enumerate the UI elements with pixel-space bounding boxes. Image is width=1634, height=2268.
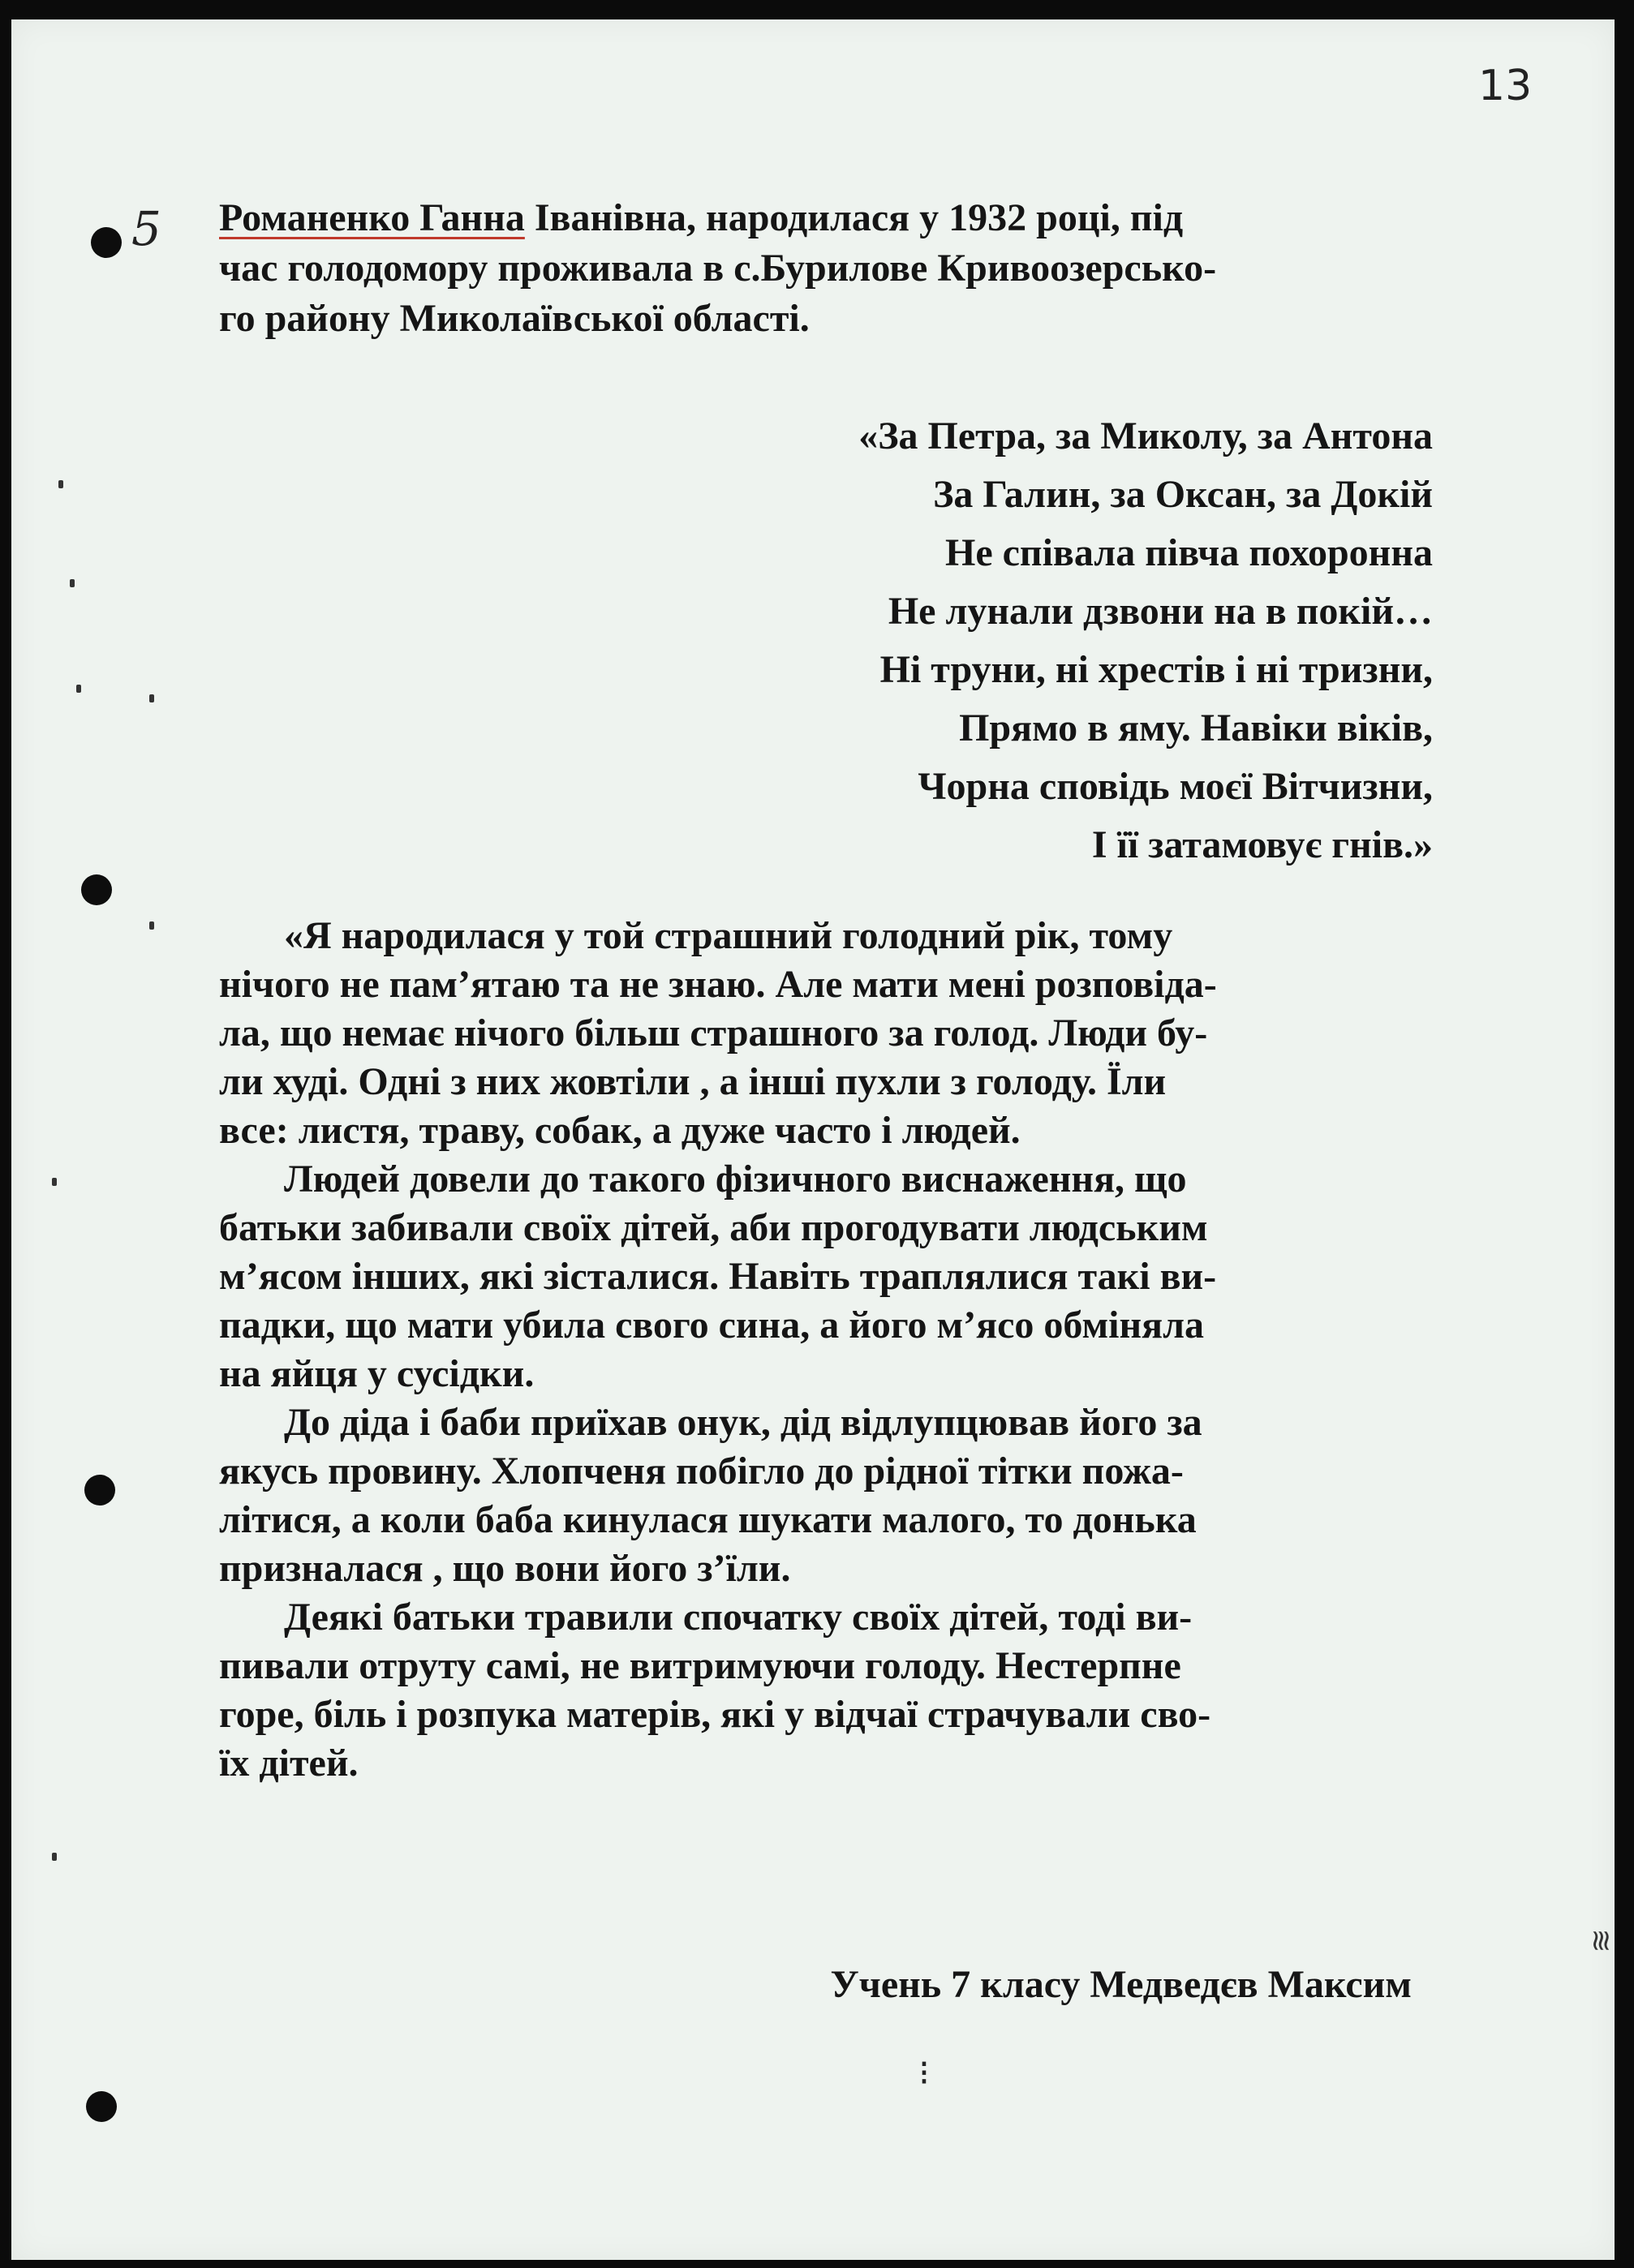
poem-line: Чорна сповідь моєї Вітчизни,: [918, 765, 1433, 808]
speck: [58, 480, 63, 488]
testimony-paragraph: [219, 1155, 1436, 1398]
text-line: нічого не пам’ятаю та не знаю. Але мати мені розповіда-: [219, 963, 1217, 1006]
poem-line: За Галин, за Оксан, за Докій: [933, 473, 1433, 516]
text-line: м’ясом інших, які зісталися. Навіть траплялися такі ви-: [219, 1255, 1217, 1298]
handwritten-item-number: 5: [131, 201, 161, 256]
speck: [149, 921, 154, 930]
document-page: [11, 19, 1618, 2260]
text-line: все: листя, траву, собак, а дуже часто і людей.: [219, 1109, 1021, 1152]
text-line: Людей довели до такого фізичного виснаження, що: [284, 1158, 1187, 1201]
text-line: ли худі. Одні з них жовтіли , а інші пухли з голоду. Їли: [219, 1060, 1167, 1103]
speck: [52, 1178, 57, 1186]
text-line: якусь провину. Хлопченя побігло до рідної тітки пожа-: [219, 1450, 1184, 1493]
poem: [459, 407, 1433, 874]
signature: Учень 7 класу Медведєв Максим: [830, 1963, 1412, 2006]
speck: [149, 694, 154, 702]
text-line: їх дітей.: [219, 1742, 359, 1785]
text-line: на яйця у сусідки.: [219, 1352, 535, 1395]
punch-hole: [81, 874, 112, 905]
text-line: До діда і баби приїхав онук, дід відлупцював його за: [284, 1401, 1202, 1444]
text-line: «Я народилася у той страшний голодний рік, тому: [284, 914, 1173, 957]
poem-line: Прямо в яму. Навіки віків,: [959, 707, 1433, 750]
intro-paragraph: [219, 193, 1468, 344]
poem-line: Не співала півча похоронна: [944, 531, 1433, 574]
punch-hole: [86, 2091, 117, 2122]
testimony-text: [219, 912, 1436, 1788]
text-line: падки, що мати убила свого сина, а його м’ясо обміняла: [219, 1304, 1205, 1347]
poem-line: І її затамовує гнів.»: [1091, 823, 1433, 866]
speck: [70, 579, 75, 587]
intro-line: го району Миколаївської області.: [219, 297, 810, 340]
testimony-paragraph: [219, 1593, 1436, 1788]
intro-line: час голодомору проживала в с.Бурилове Кривоозерсько-: [219, 247, 1217, 290]
speck: [52, 1853, 57, 1861]
ink-mark: ⁝: [918, 2052, 930, 2094]
text-line: призналася , що вони його з’їли.: [219, 1547, 791, 1590]
speck: [76, 685, 81, 693]
intro-line: Іванівна, народилася у 1932 році, під: [524, 196, 1184, 239]
text-line: батьки забивали своїх дітей, аби прогодувати людським: [219, 1206, 1208, 1249]
punch-hole: [91, 227, 122, 258]
text-line: ла, що немає нічого більш страшного за голод. Люди бу-: [219, 1012, 1208, 1055]
poem-line: «За Петра, за Миколу, за Антона: [858, 415, 1433, 457]
testimony-paragraph: [219, 912, 1436, 1155]
punch-hole: [84, 1475, 115, 1506]
ink-mark: ≋: [1584, 1928, 1618, 1953]
poem-line: Ні труни, ні хрестів і ні тризни,: [879, 648, 1433, 691]
text-line: горе, біль і розпука матерів, які у відчаї страчували сво-: [219, 1693, 1211, 1736]
text-line: Деякі батьки травили спочатку своїх дітей, тоді ви-: [284, 1596, 1193, 1639]
text-line: пивали отруту самі, не витримуючи голоду. Нестерпне: [219, 1644, 1181, 1687]
testimony-paragraph: [219, 1398, 1436, 1593]
poem-line: Не лунали дзвони на в покій…: [888, 590, 1433, 633]
page-number: 13: [1478, 62, 1533, 110]
subject-name: Романенко Ганна: [219, 196, 525, 239]
text-line: літися, а коли баба кинулася шукати малого, то донька: [219, 1498, 1197, 1541]
